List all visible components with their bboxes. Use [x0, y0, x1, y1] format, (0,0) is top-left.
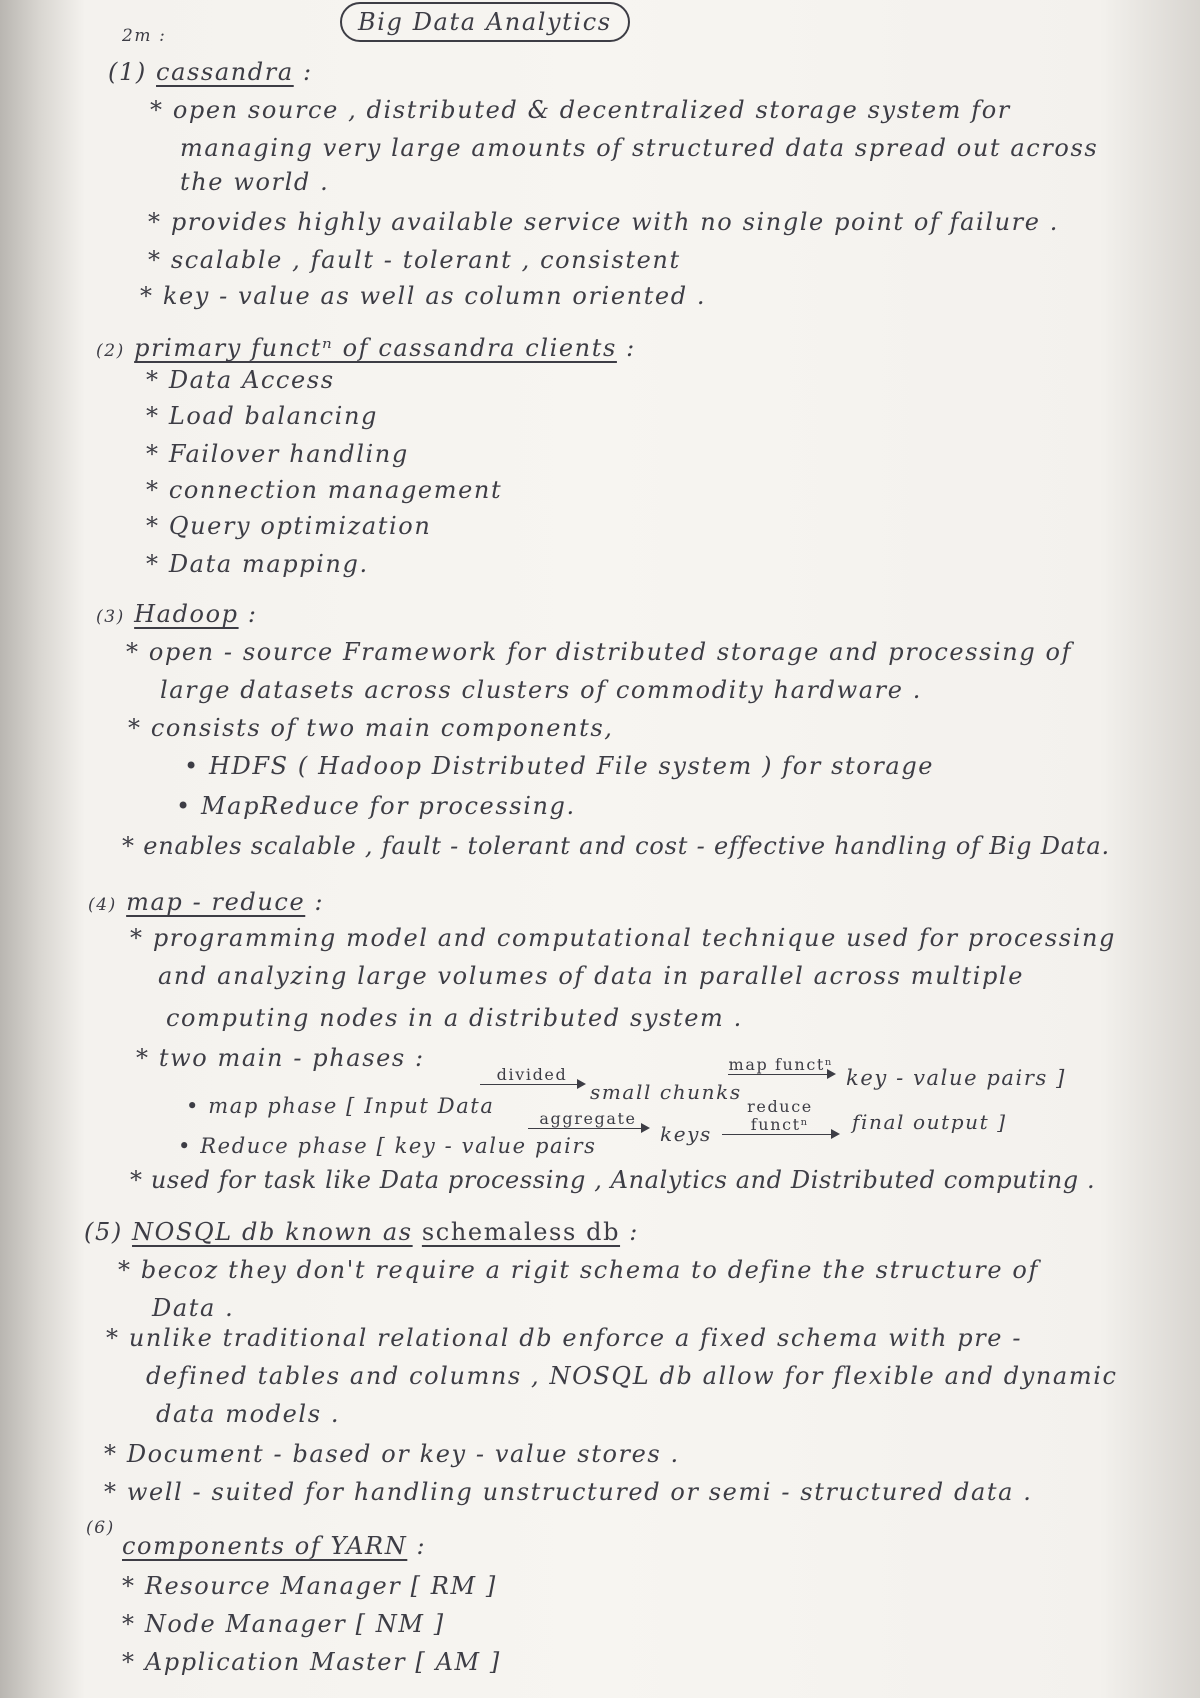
- q3-line-1: * open - source Framework for distributed storage and processing of: [126, 638, 1073, 666]
- q2-line-3: * Failover handling: [146, 440, 409, 468]
- q4-line-5: * used for task like Data processing , Analytics and Distributed computing .: [130, 1166, 1096, 1194]
- q4-heading: (4) map - reduce :: [88, 888, 325, 916]
- q1-line-2: managing very large amounts of structured data spread out across: [180, 134, 1099, 162]
- q6-line-3: * Application Master [ AM ]: [122, 1648, 501, 1676]
- q4-line-3: computing nodes in a distributed system .: [166, 1004, 743, 1032]
- map-phase-arrow-divided: [480, 1066, 584, 1085]
- q6-title: components of YARN: [122, 1532, 408, 1560]
- q3-line-2: large datasets across clusters of commodity hardware .: [160, 676, 922, 704]
- q1-number: (1): [108, 58, 147, 86]
- q1-line-3: the world .: [180, 168, 330, 196]
- reduce-phase-prefix: • Reduce phase [ key - value pairs: [178, 1134, 597, 1158]
- q3-line-3: * consists of two main components,: [128, 714, 614, 742]
- q3-line-4: • HDFS ( Hadoop Distributed File system ) for storage: [184, 752, 935, 780]
- q1-line-5: * scalable , fault - tolerant , consistent: [148, 246, 681, 274]
- reduce-phase-arrow-reducefunct-label: reduce functⁿ: [747, 1097, 813, 1134]
- map-phase-arrow-mapfunct: [728, 1056, 834, 1075]
- arrow-right-icon: [528, 1128, 648, 1129]
- reduce-phase-arrow-aggregate-label: aggregate: [539, 1109, 637, 1128]
- reduce-phase-suffix: final output ]: [852, 1110, 1007, 1134]
- q2-line-5: * Query optimization: [146, 512, 432, 540]
- q4-line-4: * two main - phases :: [136, 1044, 425, 1072]
- q5-line-5: data models .: [156, 1400, 341, 1428]
- q3-heading: (3) Hadoop :: [96, 600, 258, 628]
- arrow-right-icon: [722, 1134, 838, 1135]
- q2-number: (2): [96, 341, 125, 361]
- q1-line-6: * key - value as well as column oriented .: [140, 282, 707, 310]
- q1-heading: (1) cassandra :: [108, 58, 313, 86]
- map-phase-prefix: • map phase [ Input Data: [186, 1094, 495, 1118]
- q5-number: (5): [84, 1218, 123, 1246]
- q2-heading: (2) primary functⁿ of cassandra clients :: [96, 334, 636, 362]
- q5-title: NOSQL db known as: [132, 1218, 413, 1246]
- q6-line-1: * Resource Manager [ RM ]: [122, 1572, 497, 1600]
- q6-number: (6): [86, 1518, 115, 1538]
- map-phase-arrow-divided-label: divided: [496, 1065, 568, 1084]
- q2-line-6: * Data mapping.: [146, 550, 369, 578]
- q6-line-2: * Node Manager [ NM ]: [122, 1610, 445, 1638]
- q4-number: (4): [88, 895, 117, 915]
- q5-line-1: * becoz they don't require a rigit schema to define the structure of: [118, 1256, 1039, 1284]
- q4-title: map - reduce: [126, 888, 306, 916]
- q4-line-2: and analyzing large volumes of data in parallel across multiple: [158, 962, 1025, 990]
- q4-line-1: * programming model and computational technique used for processing: [130, 924, 1116, 952]
- q3-number: (3): [96, 607, 125, 627]
- q5-heading: (5) NOSQL db known as schemaless db :: [84, 1218, 639, 1246]
- marks-label: 2m :: [122, 26, 167, 46]
- arrow-right-icon: [728, 1074, 834, 1075]
- q1-title: cassandra: [156, 58, 294, 86]
- map-phase-suffix: key - value pairs ]: [846, 1066, 1066, 1090]
- map-phase-arrow-mapfunct-label: map functⁿ: [728, 1055, 834, 1074]
- q5-line-2: Data .: [152, 1294, 235, 1322]
- q5-title-emphasis: schemaless db: [421, 1218, 621, 1246]
- q6-heading: components of YARN :: [122, 1532, 427, 1560]
- arrow-right-icon: [480, 1084, 584, 1085]
- q2-line-2: * Load balancing: [146, 402, 378, 430]
- q2-line-4: * connection management: [146, 476, 503, 504]
- q5-line-7: * well - suited for handling unstructured or semi - structured data .: [104, 1478, 1033, 1506]
- q3-title: Hadoop: [134, 600, 239, 628]
- q3-line-5: • MapReduce for processing.: [176, 792, 576, 820]
- reduce-phase-arrow-reducefunct: [722, 1098, 838, 1135]
- q5-line-3: * unlike traditional relational db enforce a fixed schema with pre -: [106, 1324, 1023, 1352]
- reduce-phase-mid: keys: [660, 1122, 712, 1146]
- q2-line-1: * Data Access: [146, 366, 335, 394]
- reduce-phase-arrow-aggregate: [528, 1110, 648, 1129]
- q1-line-1: * open source , distributed & decentralized storage system for: [150, 96, 1011, 124]
- map-phase-mid: small chunks: [590, 1080, 742, 1104]
- q2-title: primary functⁿ of cassandra clients: [134, 334, 617, 362]
- q1-line-4: * provides highly available service with no single point of failure .: [148, 208, 1060, 236]
- q5-line-6: * Document - based or key - value stores .: [104, 1440, 680, 1468]
- q5-line-4: defined tables and columns , NOSQL db allow for flexible and dynamic: [146, 1362, 1118, 1390]
- q3-line-6: * enables scalable , fault - tolerant and cost - effective handling of Big Data.: [122, 832, 1110, 860]
- page-title: Big Data Analytics: [340, 2, 630, 42]
